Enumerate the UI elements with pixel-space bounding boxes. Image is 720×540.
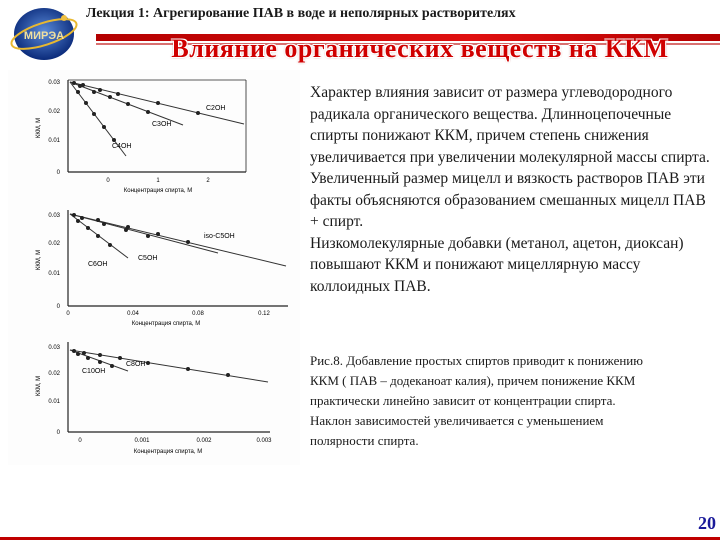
panel-2-series-label: iso-C5OH bbox=[204, 233, 235, 240]
panel-2-xtick: 0.04 bbox=[127, 311, 139, 317]
panel-3-xtick: 0 bbox=[78, 438, 82, 444]
panel-3 bbox=[36, 342, 272, 455]
panel-3-series-label: C10OH bbox=[82, 368, 106, 375]
lecture-title: Лекция 1: Агрегирование ПАВ в воде и неполярных растворителях bbox=[86, 6, 516, 21]
panel-3-xtick: 0.002 bbox=[196, 438, 212, 444]
panel-2-line-isoc5oh bbox=[70, 214, 286, 266]
panel-1-xtick: 1 bbox=[156, 178, 160, 184]
panel-3-ytick: 0.03 bbox=[48, 345, 60, 351]
figure-svg bbox=[8, 70, 300, 465]
panel-2-series-label: C5OH bbox=[138, 255, 158, 262]
panel-2-ytick: 0.01 bbox=[48, 271, 60, 277]
panel-2 bbox=[36, 210, 288, 327]
paragraph-1: Характер влияния зависит от размера углеводородного радикала органического вещества. Длинноцепочечные спирты понижают ККМ, причем степень снижения увеличивается при увеличении молекулярной массы спирта. Увеличенный размер мицелл и вязкость растворов ПАВ эти факты объясняются образованием смешанных мицелл ПАВ + спирт. bbox=[310, 84, 710, 230]
panel-1-ytick: 0.03 bbox=[48, 80, 60, 86]
panel-1-series-label: C4OH bbox=[112, 143, 132, 150]
panel-3-ylabel: ККМ, М bbox=[36, 375, 42, 397]
panel-2-series-label: C6OH bbox=[88, 261, 108, 268]
panel-3-ytick: 0.01 bbox=[48, 399, 60, 405]
panel-2-line-c5oh bbox=[70, 214, 218, 253]
panel-1 bbox=[36, 80, 246, 194]
panel-3-xtick: 0.001 bbox=[134, 438, 150, 444]
panel-3-series-label: C8OH bbox=[126, 361, 146, 368]
figure-cmc-plots bbox=[8, 70, 300, 465]
page-number: 20 bbox=[698, 513, 716, 533]
figure-caption: Рис.8. Добавление простых спиртов приводит к понижению ККМ ( ПАВ – додеканоат калия), причем понижение ККМ практически линейно зависит от концентрации спирта. Наклон зависимостей увеличивается с уменьшением полярности спирта. bbox=[310, 353, 643, 448]
panel-2-ytick: 0 bbox=[56, 304, 60, 310]
panel-1-ytick: 0.01 bbox=[48, 138, 60, 144]
panel-3-ytick: 0.02 bbox=[48, 371, 60, 377]
panel-3-ytick: 0 bbox=[56, 430, 60, 436]
panel-3-xlabel: Концентрация спирта, М bbox=[133, 449, 203, 455]
panel-2-xtick: 0.08 bbox=[192, 311, 204, 317]
panel-1-xlabel: Концентрация спирта, М bbox=[123, 188, 193, 194]
panel-1-series-label: C3OH bbox=[152, 121, 172, 128]
logo-text: МИРЭА bbox=[23, 30, 65, 42]
panel-1-ylabel: ККМ, М bbox=[36, 117, 42, 139]
panel-1-ytick: 0 bbox=[56, 170, 60, 176]
mirea-logo bbox=[6, 4, 82, 64]
slide-title: Влияние органических веществ на ККМ bbox=[171, 34, 669, 63]
panel-1-series-label: C2OH bbox=[206, 105, 226, 112]
panel-1-xtick: 0 bbox=[106, 178, 110, 184]
panel-2-xtick: 0 bbox=[66, 311, 70, 317]
panel-2-ylabel: ККМ, М bbox=[36, 249, 42, 271]
panel-3-xtick: 0.003 bbox=[256, 438, 272, 444]
panel-2-xtick: 0.12 bbox=[258, 311, 270, 317]
paragraph-2: Низкомолекулярные добавки (метанол, ацетон, диоксан) повышают ККМ и понижают мицеллярную массу коллоидных ПАВ. bbox=[310, 234, 684, 295]
panel-1-ytick: 0.02 bbox=[48, 109, 60, 115]
panel-2-ytick: 0.02 bbox=[48, 241, 60, 247]
panel-2-xlabel: Концентрация спирта, М bbox=[131, 321, 201, 327]
panel-1-xtick: 2 bbox=[206, 178, 210, 184]
panel-2-ytick: 0.03 bbox=[48, 213, 60, 219]
main-text bbox=[310, 82, 710, 297]
